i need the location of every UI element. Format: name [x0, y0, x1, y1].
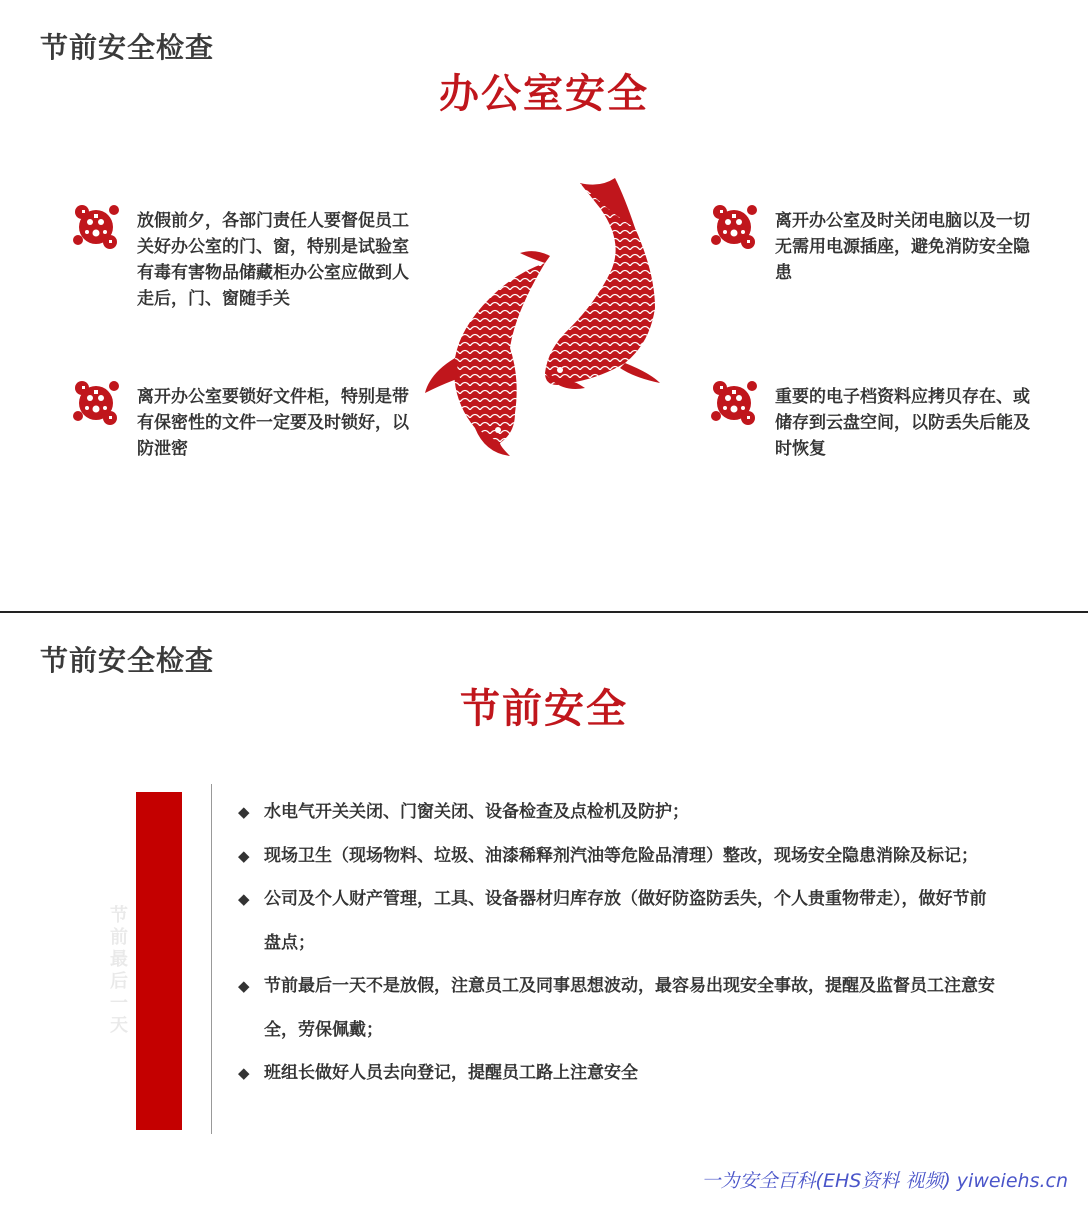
koi-fish-image: [420, 178, 670, 458]
office-item-4: 重要的电子档资料应拷贝存在、或储存到云盘空间，以防丢失后能及时恢复: [775, 387, 1030, 459]
list-item: [238, 965, 998, 1052]
list-item-text: 节前最后一天不是放假，注意员工及同事思想波动，最容易出现安全事故，提醒及监督员工注意安全，劳保佩戴；: [264, 976, 995, 1040]
red-side-bar: [136, 792, 182, 1130]
watermark-text: 一为安全百科(EHS资料 视频) yiweiehs.cn: [701, 1170, 1068, 1192]
list-item: [238, 878, 998, 965]
diamond-bullet-icon: ◆: [238, 846, 250, 865]
vertical-divider: [211, 784, 212, 1134]
list-item-text: 公司及个人财产管理，工具、设备器材归库存放（做好防盗防丢失，个人贵重物带走），做好节前盘点；: [264, 889, 987, 953]
side-label: 节前最后一天: [110, 905, 128, 1036]
office-item-1: 放假前夕，各部门责任人要督促员工关好办公室的门、窗，特别是试验室有毒有害物品储藏柜办公室应做到人走后，门、窗随手关: [137, 211, 409, 309]
list-item-text: 现场卫生（现场物料、垃圾、油漆稀释剂汽油等危险品清理）整改，现场安全隐患消除及标记；: [264, 845, 978, 866]
slide-header: 节前安全检查: [40, 31, 215, 64]
office-item-2: 离开办公室要锁好文件柜，特别是带有保密性的文件一定要及时锁好，以防泄密: [137, 387, 409, 459]
list-item-text: 水电气开关关闭、门窗关闭、设备检查及点检机及防护；: [264, 802, 689, 822]
slide-header: 节前安全检查: [40, 644, 215, 677]
diamond-bullet-icon: ◆: [238, 1064, 250, 1082]
list-item: [238, 835, 998, 879]
slide-pre-holiday-safety: [0, 613, 1088, 1225]
slide-title: 办公室安全: [439, 71, 649, 117]
papercut-ornament-icon: [70, 200, 122, 254]
office-item-3: 离开办公室及时关闭电脑以及一切无需用电源插座，避免消防安全隐患: [775, 211, 1030, 283]
koi-fish-left: [425, 251, 550, 456]
safety-bullet-list: [238, 791, 998, 1096]
papercut-ornament-icon: [708, 376, 760, 430]
slide-title: 节前安全: [460, 686, 628, 732]
diamond-bullet-icon: ◆: [238, 977, 250, 995]
diamond-bullet-icon: ◆: [238, 803, 250, 821]
diamond-bullet-icon: ◆: [238, 890, 250, 908]
list-item: [238, 1052, 998, 1096]
slide-office-safety: [0, 0, 1088, 612]
koi-fish-right: [545, 178, 660, 389]
list-item-text: 班组长做好人员去向登记，提醒员工路上注意安全: [264, 1063, 638, 1083]
papercut-ornament-icon: [70, 376, 122, 430]
papercut-ornament-icon: [708, 200, 760, 254]
list-item: [238, 791, 998, 835]
